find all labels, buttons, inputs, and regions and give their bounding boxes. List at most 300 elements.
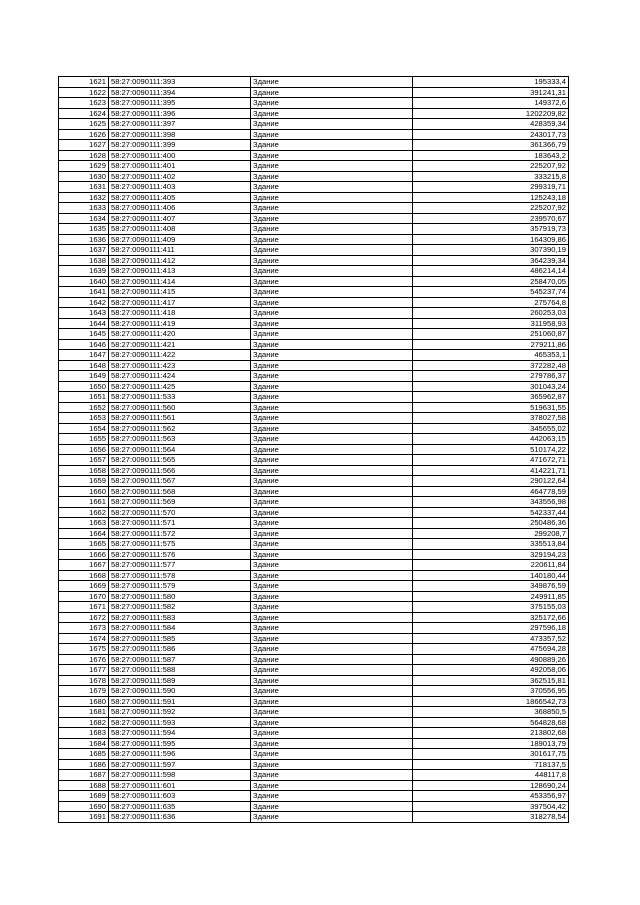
row-number-cell: 1633 — [59, 203, 109, 214]
cadastral-value-cell: 189013,79 — [413, 738, 569, 749]
cadastral-value-cell: 279211,86 — [413, 339, 569, 350]
table-row — [59, 392, 569, 403]
row-number-cell: 1646 — [59, 339, 109, 350]
object-type-cell: Здание — [251, 465, 413, 476]
cadastral-value-cell: 349876,59 — [413, 581, 569, 592]
row-number-cell: 1650 — [59, 381, 109, 392]
cadastral-value-cell: 1202209,82 — [413, 108, 569, 119]
table-row — [59, 665, 569, 676]
cadastral-number-cell: 58:27:0090111:407 — [109, 213, 251, 224]
cadastral-value-cell: 140180,44 — [413, 570, 569, 581]
cadastral-number-cell: 58:27:0090111:394 — [109, 87, 251, 98]
cadastral-number-cell: 58:27:0090111:592 — [109, 707, 251, 718]
row-number-cell: 1652 — [59, 402, 109, 413]
cadastral-number-cell: 58:27:0090111:412 — [109, 255, 251, 266]
table-row — [59, 339, 569, 350]
cadastral-value-cell: 368850,5 — [413, 707, 569, 718]
cadastral-value-cell: 260253,03 — [413, 308, 569, 319]
row-number-cell: 1638 — [59, 255, 109, 266]
row-number-cell: 1689 — [59, 791, 109, 802]
table-row — [59, 350, 569, 361]
row-number-cell: 1634 — [59, 213, 109, 224]
cadastral-number-cell: 58:27:0090111:576 — [109, 549, 251, 560]
cadastral-value-cell: 364239,34 — [413, 255, 569, 266]
cadastral-number-cell: 58:27:0090111:586 — [109, 644, 251, 655]
cadastral-value-cell: 492058,06 — [413, 665, 569, 676]
table-row — [59, 140, 569, 151]
cadastral-number-cell: 58:27:0090111:401 — [109, 161, 251, 172]
cadastral-number-cell: 58:27:0090111:568 — [109, 486, 251, 497]
cadastral-value-cell: 128690,24 — [413, 780, 569, 791]
cadastral-value-cell: 164309,86 — [413, 234, 569, 245]
object-type-cell: Здание — [251, 665, 413, 676]
object-type-cell: Здание — [251, 297, 413, 308]
object-type-cell: Здание — [251, 402, 413, 413]
row-number-cell: 1640 — [59, 276, 109, 287]
cadastral-number-cell: 58:27:0090111:591 — [109, 696, 251, 707]
table-row — [59, 203, 569, 214]
object-type-cell: Здание — [251, 738, 413, 749]
cadastral-value-cell: 391241,31 — [413, 87, 569, 98]
object-type-cell: Здание — [251, 308, 413, 319]
table-row — [59, 570, 569, 581]
row-number-cell: 1688 — [59, 780, 109, 791]
table-row — [59, 465, 569, 476]
object-type-cell: Здание — [251, 119, 413, 130]
row-number-cell: 1661 — [59, 497, 109, 508]
cadastral-value-cell: 475694,28 — [413, 644, 569, 655]
cadastral-number-cell: 58:27:0090111:572 — [109, 528, 251, 539]
object-type-cell: Здание — [251, 717, 413, 728]
table-row — [59, 434, 569, 445]
cadastral-value-cell: 448117,8 — [413, 770, 569, 781]
table-row — [59, 308, 569, 319]
row-number-cell: 1655 — [59, 434, 109, 445]
row-number-cell: 1644 — [59, 318, 109, 329]
cadastral-number-cell: 58:27:0090111:579 — [109, 581, 251, 592]
object-type-cell: Здание — [251, 686, 413, 697]
table-row — [59, 276, 569, 287]
table-row — [59, 402, 569, 413]
object-type-cell: Здание — [251, 161, 413, 172]
cadastral-number-cell: 58:27:0090111:598 — [109, 770, 251, 781]
object-type-cell: Здание — [251, 108, 413, 119]
object-type-cell: Здание — [251, 371, 413, 382]
object-type-cell: Здание — [251, 192, 413, 203]
row-number-cell: 1690 — [59, 801, 109, 812]
row-number-cell: 1645 — [59, 329, 109, 340]
cadastral-value-cell: 343556,98 — [413, 497, 569, 508]
table-row — [59, 245, 569, 256]
cadastral-number-cell: 58:27:0090111:423 — [109, 360, 251, 371]
cadastral-value-cell: 453356,97 — [413, 791, 569, 802]
row-number-cell: 1635 — [59, 224, 109, 235]
cadastral-number-cell: 58:27:0090111:595 — [109, 738, 251, 749]
table-row — [59, 318, 569, 329]
cadastral-number-cell: 58:27:0090111:399 — [109, 140, 251, 151]
row-number-cell: 1631 — [59, 182, 109, 193]
cadastral-value-cell: 564828,68 — [413, 717, 569, 728]
row-number-cell: 1632 — [59, 192, 109, 203]
cadastral-number-cell: 58:27:0090111:393 — [109, 77, 251, 88]
cadastral-value-cell: 258470,05 — [413, 276, 569, 287]
table-row — [59, 696, 569, 707]
cadastral-value-cell: 519631,55 — [413, 402, 569, 413]
cadastral-number-cell: 58:27:0090111:419 — [109, 318, 251, 329]
object-type-cell: Здание — [251, 381, 413, 392]
object-type-cell: Здание — [251, 539, 413, 550]
cadastral-value-cell: 442063,15 — [413, 434, 569, 445]
object-type-cell: Здание — [251, 423, 413, 434]
table-row — [59, 654, 569, 665]
table-row — [59, 287, 569, 298]
row-number-cell: 1682 — [59, 717, 109, 728]
cadastral-value-cell: 357919,73 — [413, 224, 569, 235]
table-row — [59, 549, 569, 560]
object-type-cell: Здание — [251, 245, 413, 256]
cadastral-value-cell: 225207,92 — [413, 161, 569, 172]
object-type-cell: Здание — [251, 791, 413, 802]
row-number-cell: 1649 — [59, 371, 109, 382]
table-row — [59, 612, 569, 623]
row-number-cell: 1668 — [59, 570, 109, 581]
table-row — [59, 591, 569, 602]
object-type-cell: Здание — [251, 518, 413, 529]
table-row — [59, 98, 569, 109]
table-row — [59, 707, 569, 718]
object-type-cell: Здание — [251, 150, 413, 161]
table-row — [59, 329, 569, 340]
object-type-cell: Здание — [251, 171, 413, 182]
cadastral-number-cell: 58:27:0090111:402 — [109, 171, 251, 182]
row-number-cell: 1653 — [59, 413, 109, 424]
cadastral-number-cell: 58:27:0090111:413 — [109, 266, 251, 277]
table-row — [59, 297, 569, 308]
row-number-cell: 1667 — [59, 560, 109, 571]
table-row — [59, 476, 569, 487]
row-number-cell: 1678 — [59, 675, 109, 686]
cadastral-value-cell: 362515,81 — [413, 675, 569, 686]
cadastral-number-cell: 58:27:0090111:421 — [109, 339, 251, 350]
object-type-cell: Здание — [251, 234, 413, 245]
cadastral-number-cell: 58:27:0090111:397 — [109, 119, 251, 130]
row-number-cell: 1621 — [59, 77, 109, 88]
row-number-cell: 1672 — [59, 612, 109, 623]
table-row — [59, 371, 569, 382]
cadastral-number-cell: 58:27:0090111:406 — [109, 203, 251, 214]
cadastral-number-cell: 58:27:0090111:420 — [109, 329, 251, 340]
table-row — [59, 497, 569, 508]
table-row — [59, 686, 569, 697]
table-row — [59, 455, 569, 466]
cadastral-number-cell: 58:27:0090111:398 — [109, 129, 251, 140]
table-row — [59, 507, 569, 518]
row-number-cell: 1666 — [59, 549, 109, 560]
table-row — [59, 602, 569, 613]
table-row — [59, 87, 569, 98]
cadastral-number-cell: 58:27:0090111:603 — [109, 791, 251, 802]
table-row — [59, 560, 569, 571]
cadastral-number-cell: 58:27:0090111:601 — [109, 780, 251, 791]
object-type-cell: Здание — [251, 612, 413, 623]
table-row — [59, 728, 569, 739]
row-number-cell: 1654 — [59, 423, 109, 434]
table-row — [59, 749, 569, 760]
object-type-cell: Здание — [251, 455, 413, 466]
row-number-cell: 1657 — [59, 455, 109, 466]
object-type-cell: Здание — [251, 780, 413, 791]
table-row — [59, 119, 569, 130]
table-row — [59, 528, 569, 539]
row-number-cell: 1691 — [59, 812, 109, 823]
cadastral-number-cell: 58:27:0090111:636 — [109, 812, 251, 823]
cadastral-value-cell: 375155,03 — [413, 602, 569, 613]
table-row — [59, 182, 569, 193]
object-type-cell: Здание — [251, 507, 413, 518]
cadastral-value-cell: 372282,48 — [413, 360, 569, 371]
cadastral-value-cell: 329194,23 — [413, 549, 569, 560]
cadastral-value-cell: 361366,79 — [413, 140, 569, 151]
table-row — [59, 381, 569, 392]
cadastral-value-cell: 243017,73 — [413, 129, 569, 140]
object-type-cell: Здание — [251, 749, 413, 760]
cadastral-number-cell: 58:27:0090111:411 — [109, 245, 251, 256]
table-row — [59, 213, 569, 224]
row-number-cell: 1622 — [59, 87, 109, 98]
cadastral-number-cell: 58:27:0090111:580 — [109, 591, 251, 602]
table-row — [59, 108, 569, 119]
cadastral-number-cell: 58:27:0090111:562 — [109, 423, 251, 434]
row-number-cell: 1628 — [59, 150, 109, 161]
row-number-cell: 1679 — [59, 686, 109, 697]
cadastral-value-cell: 307390,19 — [413, 245, 569, 256]
cadastral-number-cell: 58:27:0090111:561 — [109, 413, 251, 424]
row-number-cell: 1674 — [59, 633, 109, 644]
table-row — [59, 738, 569, 749]
cadastral-value-cell: 183643,2 — [413, 150, 569, 161]
cadastral-value-cell: 471672,71 — [413, 455, 569, 466]
row-number-cell: 1681 — [59, 707, 109, 718]
object-type-cell: Здание — [251, 444, 413, 455]
table-body — [59, 77, 569, 823]
object-type-cell: Здание — [251, 570, 413, 581]
cadastral-value-cell: 301617,75 — [413, 749, 569, 760]
object-type-cell: Здание — [251, 434, 413, 445]
row-number-cell: 1676 — [59, 654, 109, 665]
cadastral-value-cell: 473357,52 — [413, 633, 569, 644]
cadastral-value-cell: 428359,34 — [413, 119, 569, 130]
object-type-cell: Здание — [251, 392, 413, 403]
row-number-cell: 1627 — [59, 140, 109, 151]
cadastral-value-cell: 1866542,73 — [413, 696, 569, 707]
cadastral-number-cell: 58:27:0090111:560 — [109, 402, 251, 413]
table-row — [59, 581, 569, 592]
cadastral-value-table — [58, 76, 569, 823]
object-type-cell: Здание — [251, 801, 413, 812]
cadastral-value-cell: 325172,66 — [413, 612, 569, 623]
table-row — [59, 423, 569, 434]
cadastral-number-cell: 58:27:0090111:408 — [109, 224, 251, 235]
cadastral-number-cell: 58:27:0090111:405 — [109, 192, 251, 203]
object-type-cell: Здание — [251, 812, 413, 823]
object-type-cell: Здание — [251, 602, 413, 613]
object-type-cell: Здание — [251, 560, 413, 571]
object-type-cell: Здание — [251, 707, 413, 718]
table-row — [59, 255, 569, 266]
cadastral-number-cell: 58:27:0090111:594 — [109, 728, 251, 739]
cadastral-number-cell: 58:27:0090111:409 — [109, 234, 251, 245]
row-number-cell: 1665 — [59, 539, 109, 550]
table-row — [59, 224, 569, 235]
cadastral-value-cell: 220611,84 — [413, 560, 569, 571]
cadastral-value-cell: 250486,36 — [413, 518, 569, 529]
cadastral-value-cell: 542337,44 — [413, 507, 569, 518]
cadastral-value-cell: 510174,22 — [413, 444, 569, 455]
row-number-cell: 1680 — [59, 696, 109, 707]
cadastral-number-cell: 58:27:0090111:596 — [109, 749, 251, 760]
cadastral-value-cell: 225207,92 — [413, 203, 569, 214]
cadastral-number-cell: 58:27:0090111:597 — [109, 759, 251, 770]
cadastral-number-cell: 58:27:0090111:414 — [109, 276, 251, 287]
table-row — [59, 171, 569, 182]
cadastral-number-cell: 58:27:0090111:533 — [109, 392, 251, 403]
object-type-cell: Здание — [251, 318, 413, 329]
object-type-cell: Здание — [251, 623, 413, 634]
cadastral-number-cell: 58:27:0090111:584 — [109, 623, 251, 634]
object-type-cell: Здание — [251, 360, 413, 371]
table-row — [59, 623, 569, 634]
row-number-cell: 1642 — [59, 297, 109, 308]
object-type-cell: Здание — [251, 476, 413, 487]
cadastral-value-cell: 464778,59 — [413, 486, 569, 497]
row-number-cell: 1662 — [59, 507, 109, 518]
object-type-cell: Здание — [251, 654, 413, 665]
object-type-cell: Здание — [251, 759, 413, 770]
cadastral-value-cell: 195333,4 — [413, 77, 569, 88]
cadastral-value-cell: 125243,18 — [413, 192, 569, 203]
cadastral-value-cell: 486214,14 — [413, 266, 569, 277]
table-row — [59, 791, 569, 802]
cadastral-number-cell: 58:27:0090111:577 — [109, 560, 251, 571]
cadastral-number-cell: 58:27:0090111:578 — [109, 570, 251, 581]
row-number-cell: 1656 — [59, 444, 109, 455]
cadastral-number-cell: 58:27:0090111:567 — [109, 476, 251, 487]
table-row — [59, 266, 569, 277]
object-type-cell: Здание — [251, 255, 413, 266]
cadastral-number-cell: 58:27:0090111:422 — [109, 350, 251, 361]
cadastral-value-cell: 275764,8 — [413, 297, 569, 308]
table-row — [59, 759, 569, 770]
cadastral-value-cell: 397504,42 — [413, 801, 569, 812]
row-number-cell: 1629 — [59, 161, 109, 172]
cadastral-number-cell: 58:27:0090111:425 — [109, 381, 251, 392]
row-number-cell: 1639 — [59, 266, 109, 277]
cadastral-value-cell: 251060,87 — [413, 329, 569, 340]
row-number-cell: 1626 — [59, 129, 109, 140]
cadastral-number-cell: 58:27:0090111:395 — [109, 98, 251, 109]
row-number-cell: 1659 — [59, 476, 109, 487]
table-row — [59, 486, 569, 497]
cadastral-number-cell: 58:27:0090111:588 — [109, 665, 251, 676]
row-number-cell: 1687 — [59, 770, 109, 781]
object-type-cell: Здание — [251, 770, 413, 781]
table-row — [59, 192, 569, 203]
row-number-cell: 1651 — [59, 392, 109, 403]
row-number-cell: 1624 — [59, 108, 109, 119]
cadastral-value-cell: 370556,95 — [413, 686, 569, 697]
table-row — [59, 77, 569, 88]
object-type-cell: Здание — [251, 350, 413, 361]
object-type-cell: Здание — [251, 276, 413, 287]
cadastral-number-cell: 58:27:0090111:415 — [109, 287, 251, 298]
row-number-cell: 1685 — [59, 749, 109, 760]
object-type-cell: Здание — [251, 633, 413, 644]
row-number-cell: 1670 — [59, 591, 109, 602]
object-type-cell: Здание — [251, 413, 413, 424]
table-row — [59, 518, 569, 529]
cadastral-value-cell: 279786,37 — [413, 371, 569, 382]
cadastral-value-cell: 149372,6 — [413, 98, 569, 109]
object-type-cell: Здание — [251, 644, 413, 655]
cadastral-number-cell: 58:27:0090111:565 — [109, 455, 251, 466]
table-row — [59, 150, 569, 161]
cadastral-value-cell: 333215,8 — [413, 171, 569, 182]
table-row — [59, 717, 569, 728]
table-row — [59, 633, 569, 644]
table-row — [59, 780, 569, 791]
cadastral-value-cell: 365962,87 — [413, 392, 569, 403]
cadastral-value-cell: 290122,64 — [413, 476, 569, 487]
table-row — [59, 770, 569, 781]
row-number-cell: 1686 — [59, 759, 109, 770]
cadastral-value-cell: 297596,18 — [413, 623, 569, 634]
object-type-cell: Здание — [251, 129, 413, 140]
row-number-cell: 1641 — [59, 287, 109, 298]
cadastral-value-cell: 249911,85 — [413, 591, 569, 602]
row-number-cell: 1677 — [59, 665, 109, 676]
cadastral-value-cell: 213802,68 — [413, 728, 569, 739]
cadastral-number-cell: 58:27:0090111:563 — [109, 434, 251, 445]
object-type-cell: Здание — [251, 728, 413, 739]
cadastral-number-cell: 58:27:0090111:566 — [109, 465, 251, 476]
cadastral-number-cell: 58:27:0090111:424 — [109, 371, 251, 382]
cadastral-number-cell: 58:27:0090111:569 — [109, 497, 251, 508]
table-row — [59, 413, 569, 424]
row-number-cell: 1625 — [59, 119, 109, 130]
object-type-cell: Здание — [251, 675, 413, 686]
cadastral-value-cell: 545237,74 — [413, 287, 569, 298]
object-type-cell: Здание — [251, 213, 413, 224]
row-number-cell: 1647 — [59, 350, 109, 361]
row-number-cell: 1658 — [59, 465, 109, 476]
row-number-cell: 1663 — [59, 518, 109, 529]
cadastral-number-cell: 58:27:0090111:587 — [109, 654, 251, 665]
object-type-cell: Здание — [251, 87, 413, 98]
object-type-cell: Здание — [251, 224, 413, 235]
object-type-cell: Здание — [251, 497, 413, 508]
table-row — [59, 234, 569, 245]
table-row — [59, 129, 569, 140]
cadastral-value-cell: 299319,71 — [413, 182, 569, 193]
row-number-cell: 1675 — [59, 644, 109, 655]
cadastral-value-cell: 299208,7 — [413, 528, 569, 539]
row-number-cell: 1648 — [59, 360, 109, 371]
cadastral-value-cell: 718137,5 — [413, 759, 569, 770]
table-row — [59, 675, 569, 686]
row-number-cell: 1660 — [59, 486, 109, 497]
cadastral-number-cell: 58:27:0090111:635 — [109, 801, 251, 812]
cadastral-value-cell: 311958,93 — [413, 318, 569, 329]
